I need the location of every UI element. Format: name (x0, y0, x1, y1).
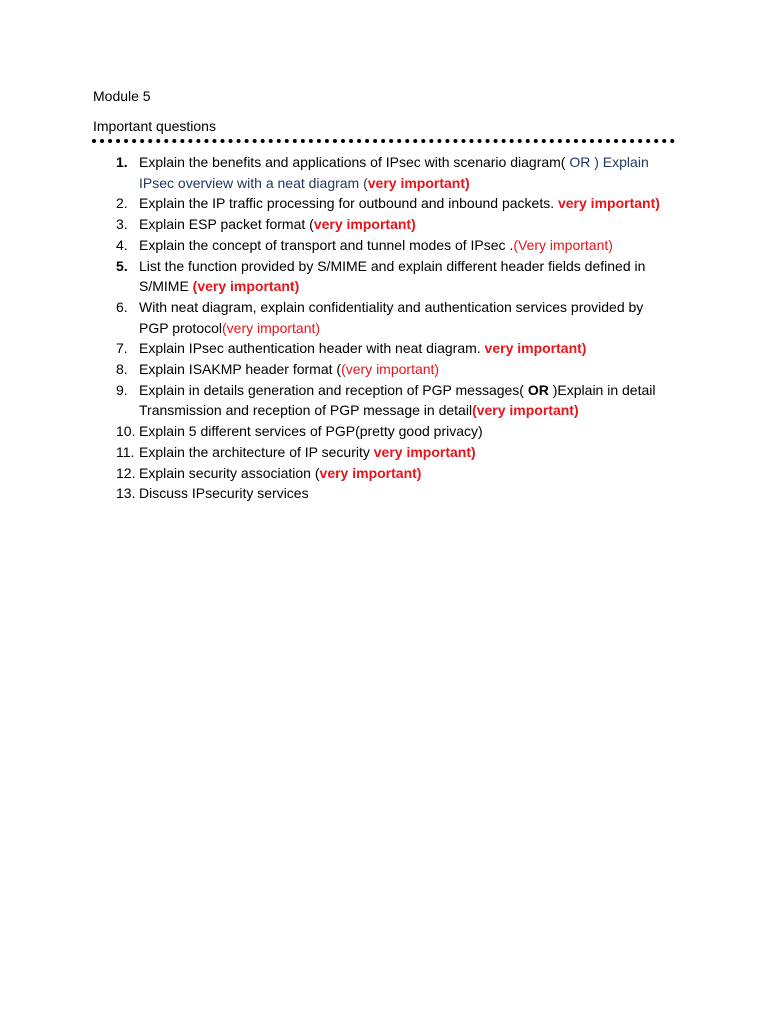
question-item (0, 483, 768, 504)
question-text-segment: Explain ISAKMP header format ( (139, 361, 342, 378)
question-item (0, 193, 768, 214)
dotted-divider (92, 139, 675, 143)
emphasis-text: very important) (319, 464, 422, 481)
module-title: Module 5 (93, 88, 151, 104)
question-item (0, 297, 768, 338)
question-number: 9. (116, 381, 128, 398)
question-item (0, 380, 768, 421)
question-text-segment: Explain 5 different services of PGP(pretty good privacy) (139, 423, 483, 440)
question-number: 2. (116, 195, 128, 212)
emphasis-text: (Very important) (513, 236, 613, 253)
emphasis-text: very important) (373, 443, 476, 460)
question-text (139, 338, 669, 359)
question-list (0, 152, 768, 504)
question-text-segment: Explain in details generation and reception of PGP messages( (139, 381, 528, 398)
question-text (139, 463, 669, 484)
question-number: 11. (116, 443, 135, 460)
question-text (139, 214, 669, 235)
question-text-segment: Explain the IP traffic processing for outbound and inbound packets. (139, 195, 558, 212)
question-text (139, 442, 669, 463)
question-text-segment: Explain IPsec authentication header with neat diagram. (139, 340, 485, 357)
emphasis-text: very important) (484, 340, 587, 357)
question-item (0, 256, 768, 297)
emphasis-text: OR ) (569, 154, 599, 170)
question-text (139, 152, 669, 193)
question-number: 1. (116, 154, 128, 170)
question-number: 10. (116, 423, 136, 440)
question-text (139, 421, 669, 442)
question-text (139, 256, 669, 297)
question-item (0, 421, 768, 442)
question-text-segment: Explain the architecture of IP security (139, 443, 374, 460)
question-text-segment: Explain the concept of transport and tunnel modes of IPsec . (139, 236, 514, 253)
question-number: 13. (116, 485, 136, 502)
question-text (139, 297, 669, 338)
question-item (0, 338, 768, 359)
emphasis-text: very important) (313, 216, 416, 233)
question-text-segment: )Explain in detail Transmission and reception of PGP message in detail (139, 381, 656, 419)
emphasis-text: OR (527, 381, 549, 398)
question-item (0, 359, 768, 380)
question-text-segment: Explain ESP packet format ( (139, 216, 314, 233)
question-text (139, 193, 669, 214)
question-text-segment: With neat diagram, explain confidentiality and authentication services provided by PGP protocol (139, 298, 644, 336)
emphasis-text: (very important) (192, 278, 300, 295)
question-item (0, 442, 768, 463)
emphasis-text: (very important) (341, 361, 440, 378)
emphasis-text: very important) (557, 195, 660, 212)
question-number: 6. (116, 298, 128, 315)
emphasis-text: (very important) (472, 402, 579, 419)
emphasis-text: (very important) (222, 319, 321, 336)
question-number: 8. (116, 361, 128, 378)
question-number: 7. (116, 340, 128, 357)
section-title: Important questions (93, 118, 216, 134)
emphasis-text: Explain IPsec overview with a neat diagram ( (139, 154, 649, 191)
question-text (139, 380, 669, 421)
question-item (0, 214, 768, 235)
question-text (139, 483, 669, 504)
emphasis-text: very important) (367, 174, 470, 191)
question-number: 5. (116, 257, 128, 274)
question-number: 3. (116, 216, 128, 233)
question-item (0, 463, 768, 484)
question-text-segment: Explain the benefits and applications of IPsec with scenario diagram( (139, 154, 570, 170)
question-item (0, 235, 768, 256)
question-number: 4. (116, 236, 128, 253)
question-text-segment: Explain security association ( (139, 464, 320, 481)
question-item (0, 152, 768, 193)
question-number: 12. (116, 464, 136, 481)
question-text (139, 235, 669, 256)
question-text-segment: Discuss IPsecurity services (139, 485, 309, 502)
question-text (139, 359, 669, 380)
question-text-segment: List the function provided by S/MIME and explain different header fields defined in S/MIME (139, 257, 646, 295)
